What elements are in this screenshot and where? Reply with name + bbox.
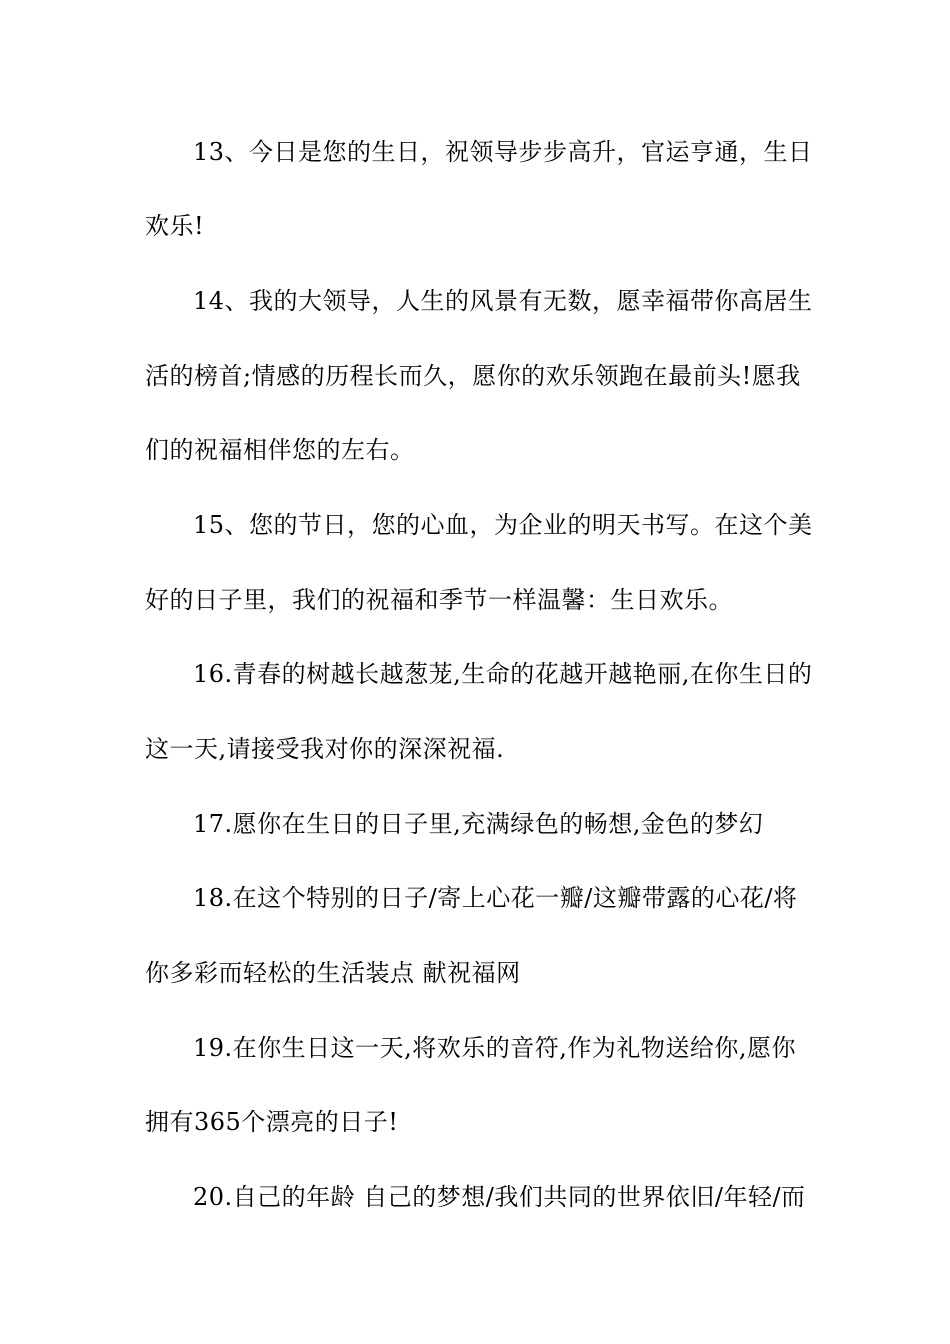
text-line: 19.在你生日这一天,将欢乐的音符,作为礼物送给你,愿你 — [193, 1034, 797, 1062]
text-line: 好的日子里，我们的祝福和季节一样温馨：生日欢乐。 — [145, 586, 733, 614]
text-line: 这一天,请接受我对你的深深祝福. — [145, 735, 505, 763]
text-line: 20.自己的年龄 自己的梦想/我们共同的世界依旧/年轻/而 — [193, 1183, 806, 1211]
text-line: 17.愿你在生日的日子里,充满绿色的畅想,金色的梦幻 — [193, 810, 764, 838]
text-line: 们的祝福相伴您的左右。 — [145, 436, 415, 464]
text-line: 15、您的节日，您的心血，为企业的明天书写。在这个美 — [193, 511, 813, 539]
text-line: 欢乐! — [145, 212, 205, 240]
text-line: 拥有365个漂亮的日子! — [145, 1108, 399, 1136]
text-line: 13、今日是您的生日，祝领导步步高升，官运亨通，生日 — [193, 138, 813, 166]
text-line: 18.在这个特别的日子/寄上心花一瓣/这瓣带露的心花/将 — [193, 884, 798, 912]
text-line: 14、我的大领导，人生的风景有无数，愿幸福带你高居生 — [193, 287, 813, 315]
text-line: 16.青春的树越长越葱茏,生命的花越开越艳丽,在你生日的 — [193, 660, 813, 688]
text-line: 活的榜首;情感的历程长而久，愿你的欢乐领跑在最前头!愿我 — [145, 362, 801, 390]
text-line: 你多彩而轻松的生活装点 献祝福网 — [145, 959, 521, 987]
